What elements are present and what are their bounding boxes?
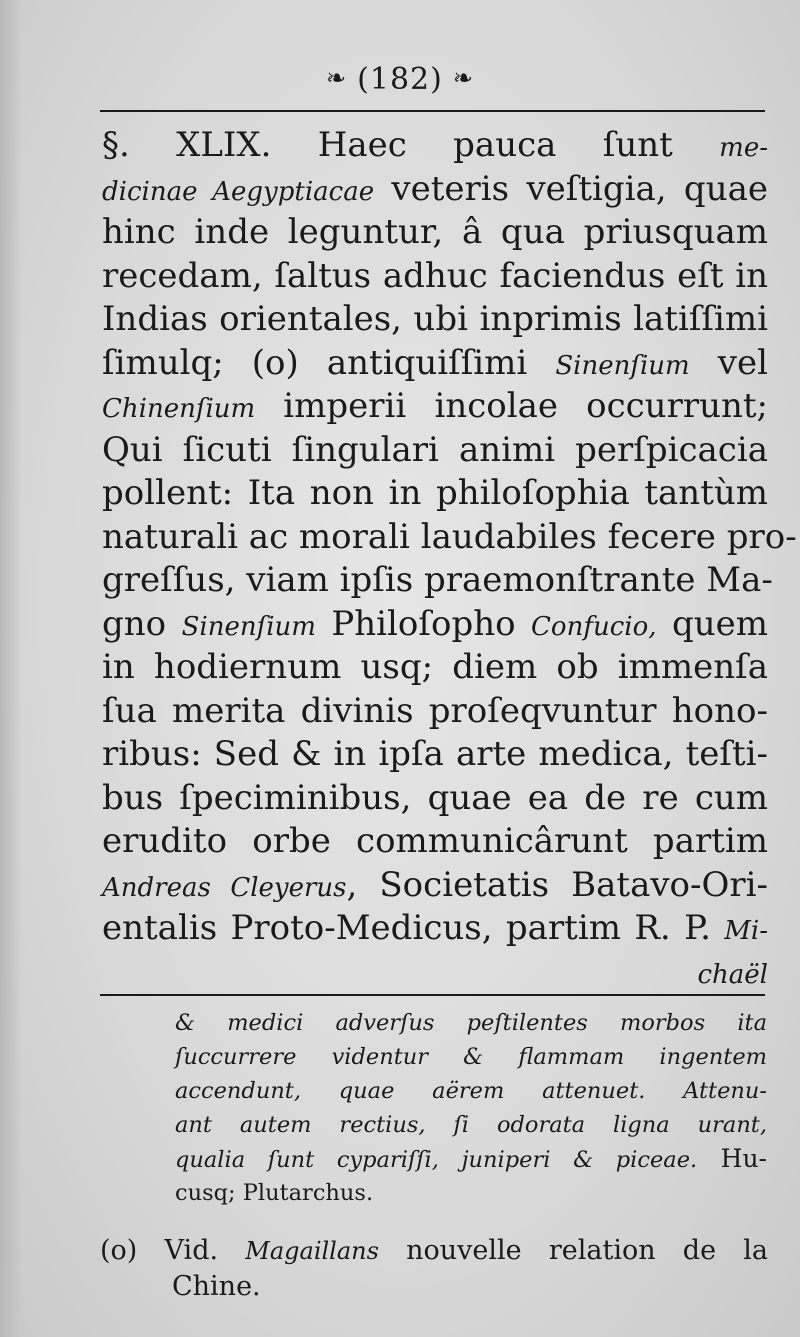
text-line: Chinenſium imperii incolae occurrunt; <box>102 386 768 426</box>
text-line: bus ſpeciminibus, quae ea de re cum <box>102 777 768 818</box>
note-line: & medici adverſus peſtilentes morbos ita <box>175 1010 767 1036</box>
text-line: ſua merita divinis proſeqvuntur hono- <box>102 690 768 731</box>
catchword: chaël <box>697 959 768 990</box>
text-line: dicinae Aegyptiacae veteris veſtigia, quae <box>102 168 768 209</box>
header-rule <box>100 110 765 112</box>
note-line: ſuccurrere videntur & flammam ingentem <box>175 1044 767 1070</box>
text-line: in hodiernum usq; diem ob immenſa <box>102 647 768 687</box>
footnote-o <box>100 1233 768 1305</box>
text-line: erudito orbe communicârunt partim <box>102 821 768 861</box>
text-line: §. XLIX. Haec pauca ſunt me- <box>102 125 768 165</box>
text-line: ſimulq; (o) antiquiſſimi Sinenſium vel <box>102 342 768 383</box>
footnote-marker: (o) <box>100 1235 138 1266</box>
text-line: recedam, ſaltus adhuc faciendus eſt in <box>102 255 768 296</box>
page-number: (182) <box>357 62 443 97</box>
text-line: gno Sinenſium Philoſopho Confucio, quem <box>102 603 768 644</box>
page-gutter-shadow <box>0 0 22 1337</box>
footnote-author: Magaillans <box>245 1237 379 1265</box>
text-line: naturali ac morali laudabiles fecere pro- <box>102 516 797 557</box>
text-line: entalis Proto-Medicus, partim R. P. Mi- <box>102 908 768 948</box>
text-line: ribus: Sed & in ipſa arte medica, teſti- <box>102 734 768 774</box>
note-line: accendunt, quae aërem attenuet. Attenu- <box>175 1078 767 1104</box>
text-line: Qui ſicuti ſingulari animi perſpicacia <box>102 429 768 470</box>
footnote-line: Chine. <box>172 1271 261 1302</box>
ornament-left-icon: ❧ <box>326 64 348 92</box>
running-header <box>0 62 800 97</box>
text-line: pollent: Ita non in philoſophia tantùm <box>102 473 768 513</box>
text-line: Indias orientales, ubi inprimis latiſſimi <box>102 299 768 339</box>
footnote-rule <box>100 994 765 996</box>
note-line: qualia ſunt cypariſſi, juniperi & piceae. Hu- <box>175 1144 768 1173</box>
main-text-block <box>102 124 797 994</box>
text-line: greſſus, viam ipſis praemonſtrante Ma- <box>102 560 773 600</box>
footnote-line: (o) Vid. Magaillans nouvelle relation de la <box>100 1235 768 1266</box>
continued-note-block <box>175 1006 767 1210</box>
note-line: ant autem rectius, ſi odorata ligna urant, <box>175 1112 767 1138</box>
note-line: cusq; Plutarchus. <box>175 1180 374 1206</box>
text-line: hinc inde leguntur, â qua priusquam <box>102 212 768 252</box>
ornament-right-icon: ❧ <box>452 64 474 92</box>
text-line: Andreas Cleyerus, Societatis Batavo-Ori- <box>102 864 768 905</box>
